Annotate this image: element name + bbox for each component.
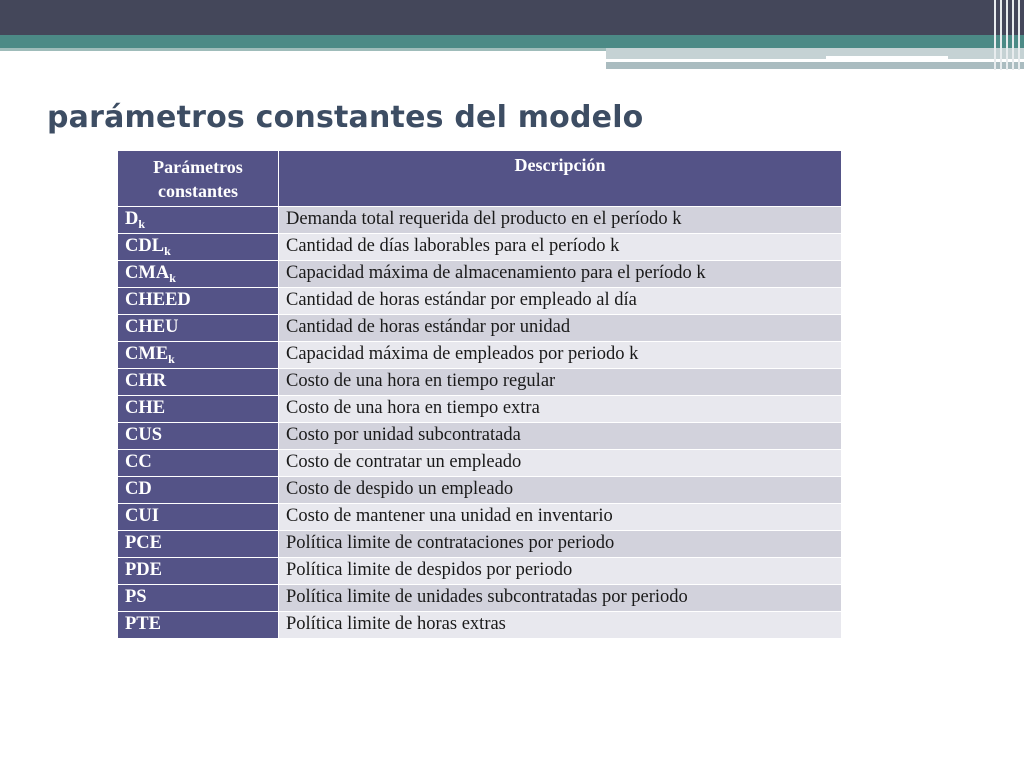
parameter-description: Capacidad máxima de almacenamiento para el período k xyxy=(279,261,842,288)
table-row xyxy=(118,423,842,450)
parameter-code-text: D xyxy=(125,209,139,229)
parameter-code-text: CMA xyxy=(125,263,170,283)
parameter-code xyxy=(118,342,279,369)
banner-vertical-line xyxy=(1018,0,1020,70)
parameter-code-text: CME xyxy=(125,344,169,364)
parameter-code xyxy=(118,450,279,477)
header-parametros-line2: constantes xyxy=(158,181,238,201)
parameter-subscript: k xyxy=(169,271,176,285)
parameter-description: Costo de una hora en tiempo extra xyxy=(279,396,842,423)
table-row xyxy=(118,558,842,585)
parameters-table xyxy=(117,150,842,639)
parameter-code xyxy=(118,315,279,342)
parameter-description: Cantidad de días laborables para el período k xyxy=(279,234,842,261)
table-header-row xyxy=(118,151,842,207)
parameter-description: Política limite de contrataciones por periodo xyxy=(279,531,842,558)
banner-dark-bar xyxy=(0,0,1024,35)
table-row xyxy=(118,396,842,423)
slide-title: parámetros constantes del modelo xyxy=(47,100,644,135)
parameter-description: Demanda total requerida del producto en el período k xyxy=(279,207,842,234)
parameter-code-text: CHEED xyxy=(125,290,191,310)
parameter-description: Cantidad de horas estándar por empleado al día xyxy=(279,288,842,315)
parameter-code-text: CUI xyxy=(125,506,159,526)
table-row xyxy=(118,234,842,261)
parameter-code-text: CUS xyxy=(125,425,163,445)
parameter-code-text: PS xyxy=(125,587,147,607)
header-parametros xyxy=(118,151,279,207)
decorative-banner xyxy=(0,0,1024,70)
parameter-subscript: k xyxy=(138,217,146,231)
parameter-code xyxy=(118,423,279,450)
banner-vertical-line xyxy=(1006,0,1008,70)
parameter-description: Costo de una hora en tiempo regular xyxy=(279,369,842,396)
parameter-code-text: PCE xyxy=(125,533,162,553)
table-row xyxy=(118,612,842,639)
parameter-code-text: CD xyxy=(125,479,152,499)
table-row xyxy=(118,450,842,477)
banner-gray-bar-lower xyxy=(606,62,1024,69)
table-row xyxy=(118,342,842,369)
parameter-code xyxy=(118,585,279,612)
parameter-code-text: CHR xyxy=(125,371,167,391)
table-row xyxy=(118,531,842,558)
table-row xyxy=(118,315,842,342)
parameter-code xyxy=(118,477,279,504)
parameter-description: Política limite de horas extras xyxy=(279,612,842,639)
parameter-description: Cantidad de horas estándar por unidad xyxy=(279,315,842,342)
banner-vertical-line xyxy=(1000,0,1002,70)
parameter-description: Costo de contratar un empleado xyxy=(279,450,842,477)
parameter-code-text: CHE xyxy=(125,398,166,418)
table-row xyxy=(118,288,842,315)
parameter-code xyxy=(118,288,279,315)
table-row xyxy=(118,261,842,288)
parameter-description: Política limite de despidos por periodo xyxy=(279,558,842,585)
table-row xyxy=(118,477,842,504)
parameter-code xyxy=(118,531,279,558)
banner-light-teal-bar xyxy=(0,48,606,51)
parameter-code-text: CHEU xyxy=(125,317,179,337)
parameter-subscript: k xyxy=(164,244,171,258)
table-body xyxy=(118,207,842,639)
parameter-description: Costo por unidad subcontratada xyxy=(279,423,842,450)
parameter-code-text: PTE xyxy=(125,614,161,634)
table-row xyxy=(118,504,842,531)
header-parametros-line1: Parámetros xyxy=(153,157,243,177)
parameter-code xyxy=(118,504,279,531)
parameter-subscript: k xyxy=(168,352,175,366)
parameter-description: Costo de despido un empleado xyxy=(279,477,842,504)
parameter-code-text: CC xyxy=(125,452,152,472)
parameter-code xyxy=(118,261,279,288)
table-row xyxy=(118,369,842,396)
banner-white-line xyxy=(826,56,948,59)
parameter-code xyxy=(118,396,279,423)
parameter-description: Capacidad máxima de empleados por periodo k xyxy=(279,342,842,369)
parameter-code xyxy=(118,207,279,234)
banner-vertical-line xyxy=(994,0,996,70)
parameter-code xyxy=(118,558,279,585)
banner-teal-bar xyxy=(0,35,1024,48)
parameter-code-text: CDL xyxy=(125,236,165,256)
parameter-code xyxy=(118,234,279,261)
table-row xyxy=(118,207,842,234)
parameter-code-text: PDE xyxy=(125,560,162,580)
table-row xyxy=(118,585,842,612)
parameter-description: Costo de mantener una unidad en inventario xyxy=(279,504,842,531)
banner-vertical-line xyxy=(1012,0,1014,70)
parameter-code xyxy=(118,369,279,396)
banner-gray-bar xyxy=(606,48,1024,59)
parameter-code xyxy=(118,612,279,639)
parameter-description: Política limite de unidades subcontratadas por periodo xyxy=(279,585,842,612)
header-descripcion: Descripción xyxy=(279,151,842,207)
